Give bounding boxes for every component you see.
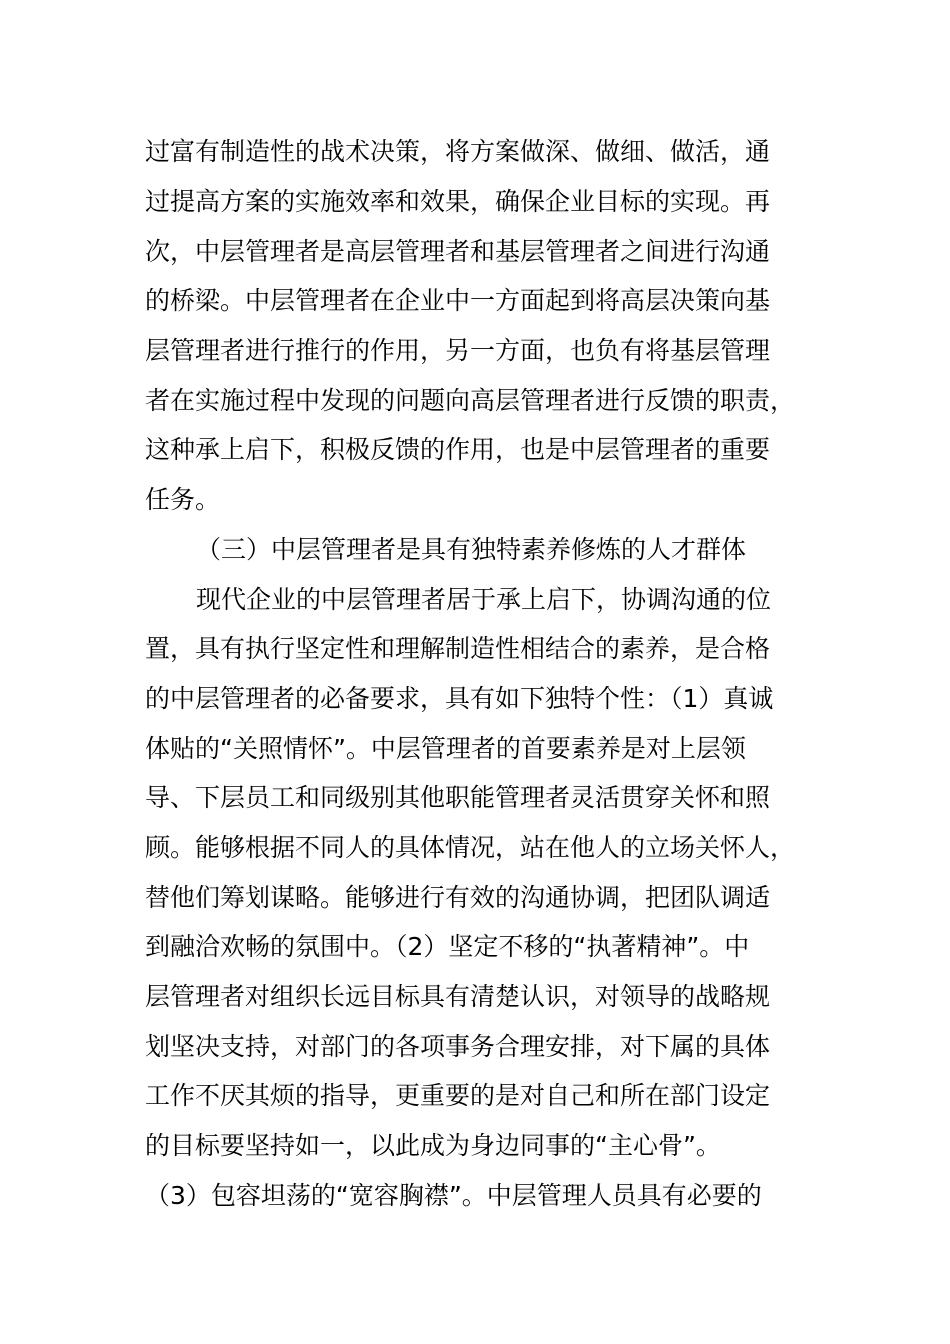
text-line: 的中层管理者的必备要求，具有如下独特个性：（1）真诚	[145, 684, 774, 713]
text-line: 任务。	[145, 485, 221, 514]
text-line: 置，具有执行坚定性和理解制造性相结合的素养，是合格	[145, 634, 771, 663]
text-line: 过富有制造性的战术决策，将方案做深、做细、做活，通	[145, 137, 771, 166]
text-line: 划坚决支持，对部门的各项事务合理安排，对下属的具体	[145, 1032, 771, 1061]
text-line: 过提高方案的实施效率和效果，确保企业目标的实现。再	[145, 187, 771, 216]
text-line: 现代企业的中层管理者居于承上启下，协调沟通的位	[196, 585, 772, 614]
text-line: 顾。能够根据不同人的具体情况，站在他人的立场关怀人，	[145, 833, 796, 862]
text-line: 这种承上启下，积极反馈的作用，也是中层管理者的重要	[145, 435, 771, 464]
section-heading: （三）中层管理者是具有独特素养修炼的人才群体	[196, 535, 747, 564]
text-line: 层管理者对组织长远目标具有清楚认识，对领导的战略规	[145, 982, 771, 1011]
text-line: 到融洽欢畅的氛围中。（2）坚定不移的“执著精神”。中	[145, 932, 750, 961]
text-line: 导、下层员工和同级别其他职能管理者灵活贯穿关怀和照	[145, 783, 771, 812]
text-line: 的桥梁。中层管理者在企业中一方面起到将高层决策向基	[145, 286, 771, 315]
text-line: 体贴的“关照情怀”。中层管理者的首要素养是对上层领	[145, 734, 746, 763]
text-line: 的目标要坚持如一，以此成为身边同事的“主心骨”。	[145, 1131, 721, 1160]
text-line: （3）包容坦荡的“宽容胸襟”。中层管理人员具有必要的	[145, 1181, 762, 1210]
text-line: 次，中层管理者是高层管理者和基层管理者之间进行沟通	[145, 237, 771, 266]
text-line: 工作不厌其烦的指导，更重要的是对自己和所在部门设定	[145, 1081, 771, 1110]
text-line: 层管理者进行推行的作用，另一方面，也负有将基层管理	[145, 336, 771, 365]
text-line: 替他们筹划谋略。能够进行有效的沟通协调，把团队调适	[145, 883, 771, 912]
text-line: 者在实施过程中发现的问题向高层管理者进行反馈的职责，	[145, 386, 796, 415]
